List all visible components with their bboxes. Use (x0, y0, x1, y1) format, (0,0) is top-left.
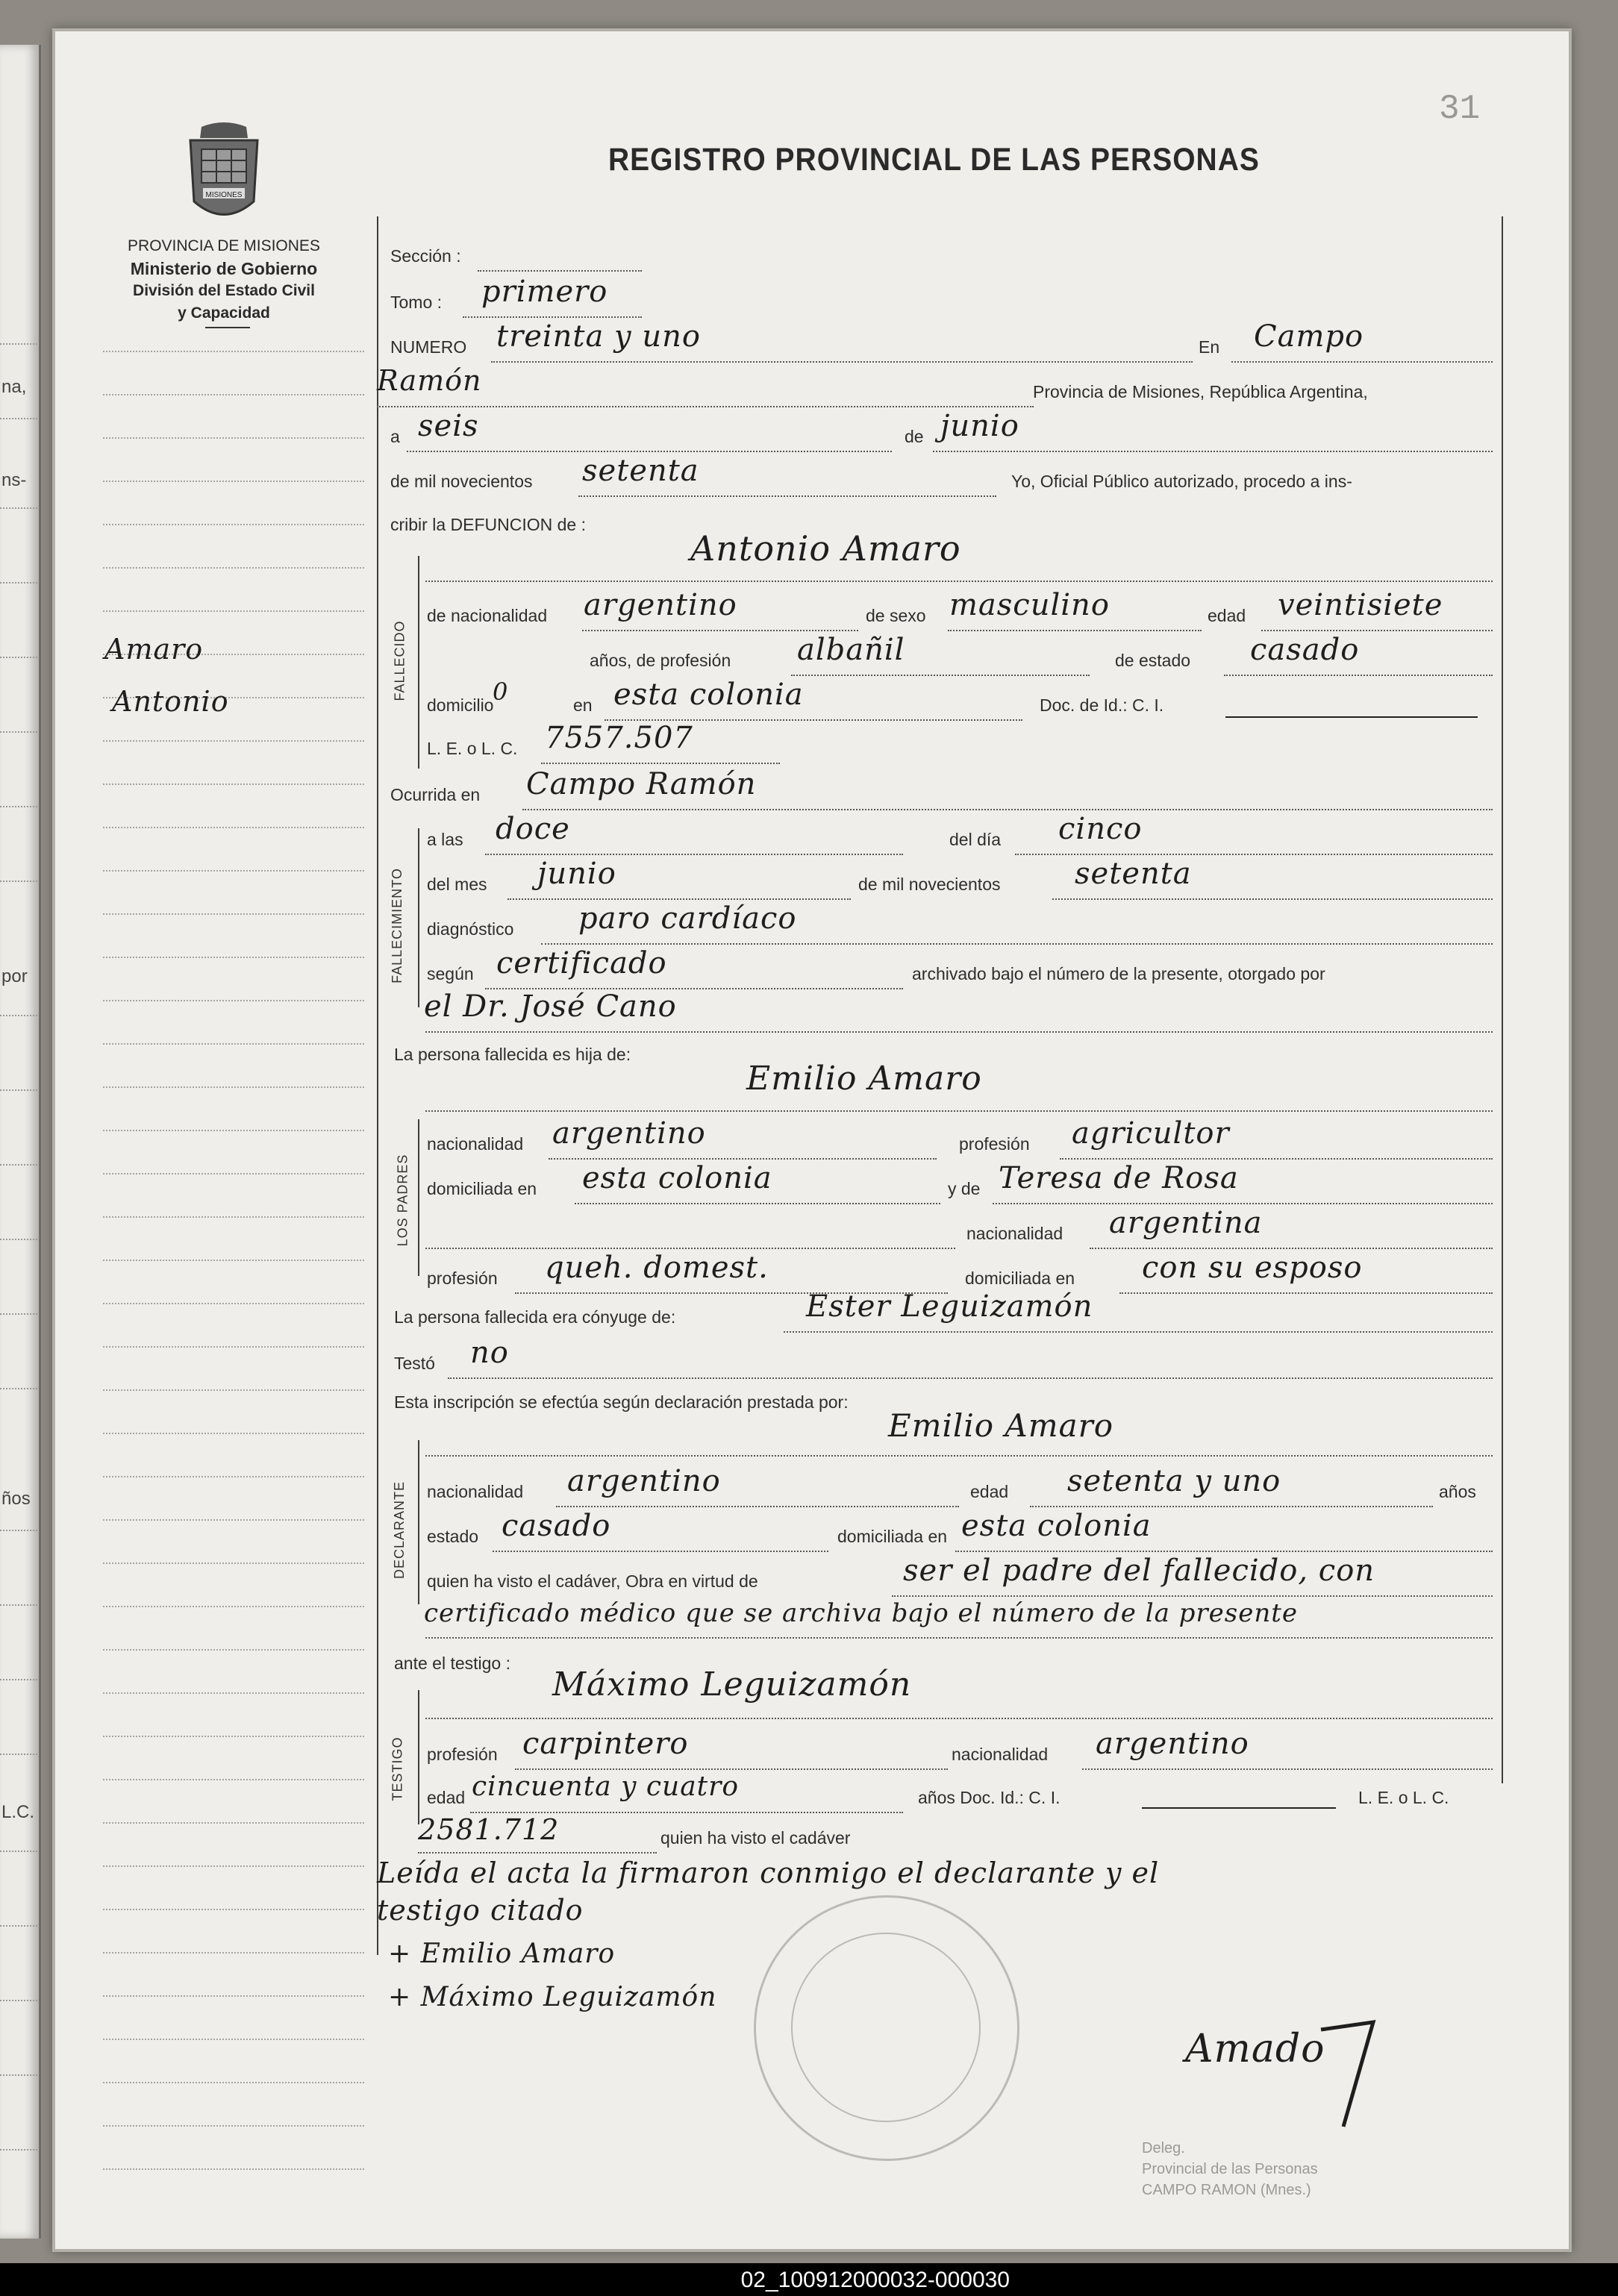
label-y-de: y de (948, 1179, 981, 1198)
prev-page-fragment: ns- (1, 470, 27, 490)
label-nacionalidad-declarante: nacionalidad (427, 1482, 524, 1501)
margin-rule (103, 394, 364, 395)
value-edad-declarante: setenta y uno (1067, 1464, 1281, 1498)
side-label-padres: LOS PADRES (395, 1154, 410, 1247)
value-sexo: masculino (949, 588, 1110, 622)
label-numero: NUMERO (390, 337, 467, 357)
label-nacionalidad-testigo: nacionalidad (952, 1745, 1049, 1764)
margin-rule (103, 1389, 364, 1391)
label-seccion: Sección : (390, 246, 461, 266)
label-ante-testigo: ante el testigo : (394, 1654, 510, 1673)
label-sexo: de sexo (866, 606, 926, 625)
label-yo-oficial: Yo, Oficial Público autorizado, procedo a ins- (1011, 472, 1352, 491)
value-domicilio: esta colonia (613, 678, 804, 712)
label-le-lc-testigo: L. E. o L. C. (1358, 1788, 1449, 1807)
margin-rule (103, 2125, 364, 2127)
label-ocurrida: Ocurrida en (390, 785, 481, 804)
margin-rule (103, 1303, 364, 1304)
label-edad: edad (1208, 606, 1246, 625)
margin-note-surname: Amaro (104, 633, 204, 666)
margin-rule (103, 2082, 364, 2083)
value-nacionalidad-madre: argentina (1109, 1206, 1263, 1240)
value-fallecido: Antonio Amaro (690, 528, 961, 569)
prev-page-fragment: por (1, 966, 28, 986)
value-domiciliada-padre: esta colonia (582, 1161, 772, 1195)
label-de-mil-2: de mil novecientos (858, 875, 1001, 894)
value-padre: Emilio Amaro (746, 1060, 982, 1098)
margin-rule (103, 1043, 364, 1045)
value-en: Campo (1254, 319, 1364, 354)
margin-rule (103, 437, 364, 439)
value-anio: setenta (582, 454, 699, 488)
label-del-mes: del mes (427, 875, 487, 894)
label-anos-declarante: años (1439, 1482, 1476, 1501)
value-madre: Teresa de Rosa (999, 1161, 1239, 1195)
label-domiciliada-madre: domiciliada en (965, 1269, 1075, 1288)
provincial-emblem-icon (179, 119, 269, 228)
label-profesion-padre: profesión (959, 1134, 1030, 1154)
margin-rule (103, 1216, 364, 1218)
label-edad-declarante: edad (970, 1482, 1009, 1501)
value-profesion-padre: agricultor (1072, 1116, 1230, 1151)
ministry-seal-text (97, 235, 351, 325)
value-otorgado: el Dr. José Cano (424, 989, 677, 1024)
value-domiciliada-madre: con su esposo (1142, 1251, 1363, 1285)
side-label-declarante: DECLARANTE (392, 1480, 407, 1580)
value-nacionalidad-declarante: argentino (567, 1464, 721, 1498)
image-id-bar (0, 2263, 1618, 2296)
label-de: de (905, 427, 924, 446)
margin-note-name: Antonio (112, 685, 229, 718)
margin-rule (103, 2168, 364, 2170)
value-edad-testigo: cincuenta y cuatro (472, 1771, 740, 1802)
official-box-stamp: Deleg. Provincial de las Personas CAMPO RAMON (Mnes.) (1142, 2140, 1318, 2198)
label-estado-declarante: estado (427, 1527, 479, 1546)
margin-rule (103, 1519, 364, 1521)
value-tomo: primero (481, 275, 608, 309)
margin-rule (103, 870, 364, 872)
margin-rule (103, 481, 364, 482)
margin-rule (103, 567, 364, 569)
value-nacionalidad: argentino (584, 588, 737, 622)
label-provincia: Provincia de Misiones, República Argentina, (1033, 382, 1368, 401)
seal-line-capacity: y Capacidad (178, 304, 270, 322)
side-label-testigo: TESTIGO (390, 1736, 405, 1801)
label-archivado: archivado bajo el número de la presente, otorgado por (912, 964, 1325, 983)
value-domiciliada-declarante: esta colonia (961, 1509, 1152, 1543)
value-estado-declarante: casado (502, 1509, 611, 1543)
stamp-inner-ring (791, 1933, 981, 2122)
value-obra-virtud: ser el padre del fallecido, con (903, 1554, 1375, 1588)
label-estado: de estado (1115, 651, 1191, 670)
value-declarante: Emilio Amaro (888, 1407, 1113, 1444)
value-profesion-madre: queh. domest. (545, 1251, 769, 1285)
seal-line-division: División del Estado Civil (133, 282, 315, 299)
label-quien-visto-testigo: quien ha visto el cadáver (660, 1828, 851, 1848)
prev-page-fragment: L.C. (1, 1802, 35, 1822)
label-edad-testigo: edad (427, 1788, 466, 1807)
label-inscripcion: Esta inscripción se efectúa según declaración prestada por: (394, 1392, 849, 1412)
margin-rule (103, 1433, 364, 1434)
margin-rule (103, 1779, 364, 1780)
margin-rule (103, 957, 364, 958)
label-nacionalidad-padre: nacionalidad (427, 1134, 524, 1154)
value-obra-virtud-2: certificado médico que se archiva bajo el número de la presente (424, 1598, 1299, 1628)
value-testo: no (470, 1336, 509, 1370)
label-de-mil: de mil novecientos (390, 472, 533, 491)
label-quien-visto: quien ha visto el cadáver, Obra en virtud de (427, 1571, 758, 1591)
seal-rule (205, 327, 250, 328)
label-conyuge: La persona fallecida era cónyuge de: (394, 1307, 676, 1327)
value-testigo: Máximo Leguizamón (552, 1665, 912, 1704)
fallecido-bracket (418, 556, 419, 769)
label-nacionalidad-madre: nacionalidad (966, 1224, 1063, 1243)
value-le-lc: 7557.507 (545, 721, 693, 755)
margin-rule (103, 1952, 364, 1954)
value-del-dia: cinco (1058, 812, 1143, 846)
label-testo: Testó (394, 1354, 435, 1373)
margin-rule (103, 827, 364, 828)
label-domiciliada-declarante: domiciliada en (837, 1527, 948, 1546)
margin-rule (103, 1692, 364, 1694)
margin-rule (103, 1649, 364, 1651)
previous-page-edge (0, 45, 41, 2239)
label-segun: según (427, 964, 474, 983)
signature-testigo: + Máximo Leguizamón (388, 1982, 717, 2012)
prev-page-fragment: na, (1, 377, 27, 397)
value-segun: certificado (496, 946, 667, 980)
margin-rule (103, 1000, 364, 1001)
margin-rule (103, 1865, 364, 1867)
margin-rule (103, 1909, 364, 1910)
label-en: En (1199, 337, 1220, 357)
value-estado: casado (1250, 633, 1360, 667)
label-cribir: cribir la DEFUNCION de : (390, 515, 586, 534)
label-a: a (390, 427, 400, 446)
value-conyuge: Ester Leguizamón (806, 1289, 1093, 1324)
margin-rule (103, 1736, 364, 1737)
closing-line-2: testigo citado (377, 1894, 584, 1927)
margin-rule (103, 913, 364, 915)
label-diagnostico: diagnóstico (427, 919, 514, 939)
page-title: REGISTRO PROVINCIAL DE LAS PERSONAS (608, 142, 1260, 178)
label-domiciliada-padre: domiciliada en (427, 1179, 537, 1198)
margin-rule (103, 1346, 364, 1348)
value-diagnostico: paro cardíaco (578, 901, 797, 936)
padres-bracket (418, 1119, 419, 1276)
label-anos-doc: años Doc. Id.: C. I. (918, 1788, 1061, 1807)
side-label-fallecido: FALLECIDO (392, 620, 407, 701)
margin-rule (103, 524, 364, 525)
margin-rule (103, 610, 364, 612)
margin-rule (103, 1260, 364, 1261)
seal-line-province: PROVINCIA DE MISIONES (128, 237, 320, 254)
value-dia: seis (418, 409, 479, 443)
margin-rule (103, 1173, 364, 1174)
margin-rule (103, 1086, 364, 1088)
page-number: 31 (1439, 90, 1481, 128)
value-a-las: doce (496, 812, 570, 846)
value-profesion-testigo: carpintero (522, 1727, 689, 1761)
margin-rule (103, 1476, 364, 1477)
margin-rule (103, 740, 364, 742)
label-anos-profesion: años, de profesión (590, 651, 731, 670)
label-profesion-madre: profesión (427, 1269, 498, 1288)
value-nacionalidad-padre: argentino (552, 1116, 706, 1151)
value-anio-fallecimiento: setenta (1075, 857, 1192, 891)
image-id: 02_100912000032-000030 (740, 2268, 1010, 2292)
seal-line-ministry: Ministerio de Gobierno (130, 259, 318, 278)
side-label-fallecimiento: FALLECIMIENTO (389, 868, 404, 983)
value-mes: junio (940, 409, 1019, 443)
label-profesion-testigo: profesión (427, 1745, 498, 1764)
value-del-mes: junio (537, 857, 616, 891)
margin-rule (103, 1606, 364, 1607)
value-nacionalidad-testigo: argentino (1096, 1727, 1249, 1761)
label-en-domicilio: en (573, 695, 593, 715)
label-tomo: Tomo : (390, 293, 443, 312)
declarante-bracket (418, 1440, 419, 1604)
label-doc-id: Doc. de Id.: C. I. (1040, 695, 1164, 715)
label-domicilio: domicilio (427, 695, 494, 715)
value-ocurrida: Campo Ramón (526, 767, 757, 801)
label-hija-de: La persona fallecida es hija de: (394, 1045, 631, 1064)
label-le-lc: L. E. o L. C. (427, 739, 518, 758)
label-nacionalidad: de nacionalidad (427, 606, 548, 625)
closing-line-1: Leída el acta la firmaron conmigo el declarante y el (377, 1856, 1160, 1889)
signature-flourish-icon (1314, 2015, 1381, 2134)
fallecimiento-bracket (418, 828, 419, 1007)
prev-page-fragment: ños (1, 1489, 31, 1509)
value-le-lc-testigo: 2581.712 (418, 1813, 560, 1846)
label-del-dia: del día (949, 830, 1002, 849)
margin-rule (103, 1822, 364, 1824)
official-signature: Amado (1185, 2027, 1325, 2071)
value-lugar: Ramón (377, 364, 482, 397)
right-vertical-rule (1502, 216, 1503, 1783)
emblem-text: MISIONES (205, 191, 243, 199)
margin-rule (103, 1995, 364, 1997)
margin-rule (103, 1563, 364, 1564)
margin-rule (103, 351, 364, 352)
label-a-las: a las (427, 830, 463, 849)
signature-declarante: + Emilio Amaro (388, 1939, 616, 1969)
margin-rule (103, 783, 364, 785)
testigo-bracket (418, 1690, 419, 1824)
margin-rule (103, 2039, 364, 2040)
value-profesion: albañil (797, 633, 905, 667)
margin-rule (103, 1130, 364, 1131)
value-edad: veintisiete (1278, 588, 1443, 622)
value-numero: treinta y uno (496, 319, 701, 354)
main-vertical-rule (377, 216, 378, 1955)
